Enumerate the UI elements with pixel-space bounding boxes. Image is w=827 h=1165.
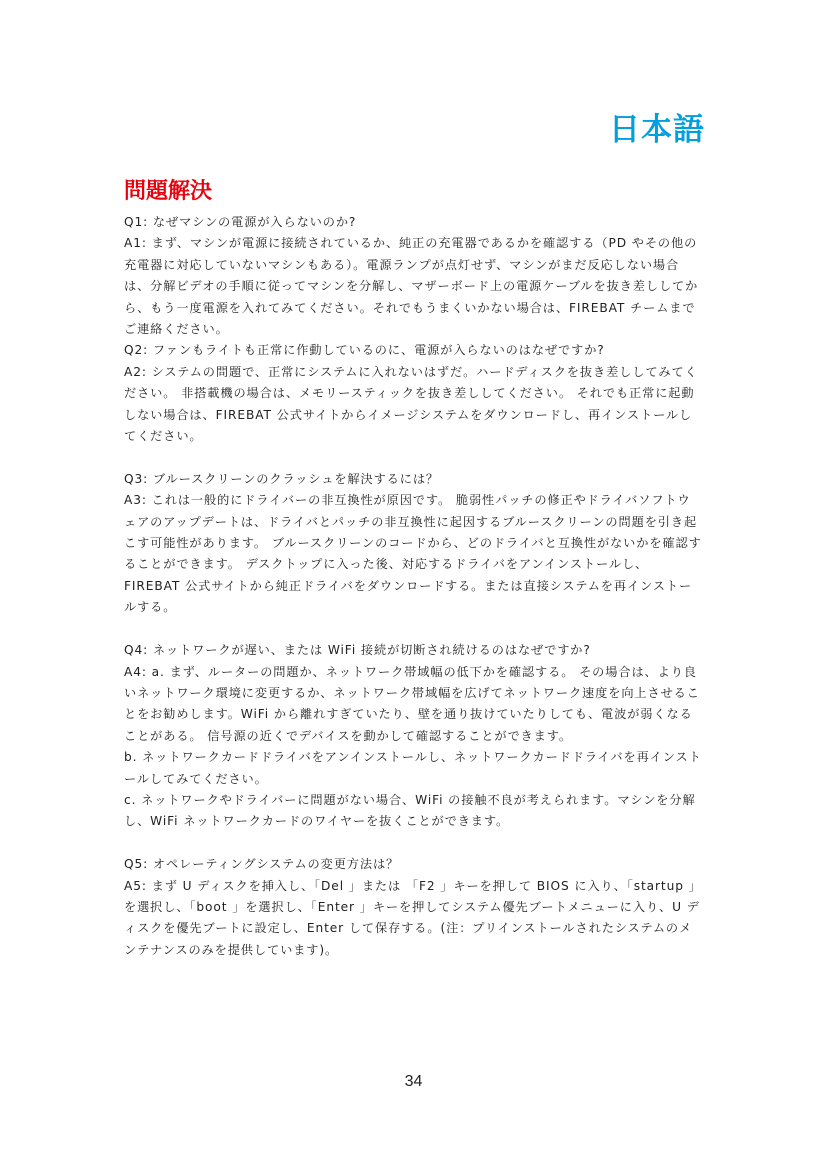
spacer bbox=[124, 447, 702, 468]
question-5: Q5: オペレーティングシステムの変更方法は？ bbox=[124, 857, 400, 872]
spacer bbox=[124, 619, 702, 640]
answer-2: A2: システムの問題で、正常にシステムに入れないはずだ。ハードディスクを抜き差ししてみてください。 非搭載機の場合は、メモリースティックを抜き差ししてください。 それでも正常に起動しない場合は、FIREBAT 公式サイトからイメージシステムをダウンロードし、再インストールしてください。 bbox=[124, 364, 698, 444]
answer-4a: A4: a. まず、ルーターの問題か、ネットワーク帯域幅の低下かを確認する。 その場合は、より良いネットワーク環境に変更するか、ネットワーク帯域幅を広げてネットワーク速度を向上させることをお勧めします。WiFi から離れすぎていたり、壁を通り抜けていたりしても、電波が弱くなることがある。 信号源の近くでデバイスを動かして確認することができます。 bbox=[124, 664, 700, 743]
language-title: 日本語 bbox=[609, 112, 705, 148]
question-4: Q4: ネットワークが遅い、または WiFi 接続が切断され続けるのはなぜですか? bbox=[124, 643, 591, 658]
section-title: 問題解決 bbox=[124, 179, 213, 204]
question-3: Q3: ブルースクリーンのクラッシュを解決するには？ bbox=[124, 471, 440, 486]
answer-3: A3: これは一般的にドライバーの非互換性が原因です。 脆弱性パッチの修正やドライバソフトウェアのアップデートは、ドライバとパッチの非互換性に起因するブルースクリーンの問題を引き起こす可能性があります。 ブルースクリーンのコードから、どのドライバと互換性がないかを確認することができます。 デスクトップに入った後、対応するドライバをアンインストールし、FIREBAT 公式サイトから純正ドライバをダウンロードする。または直接システムを再インストールする。 bbox=[124, 493, 702, 615]
answer-5: A5: まず U ディスクを挿入し、「Del 」または 「F2 」キーを押して BIOS に入り、「startup 」を選択し、「boot 」を選択し、「Enter 」キーを押してシステム優先ブートメニューに入り、U ディスクを優先ブートに設定し、Enter して保存する。(注：プリインストールされたシステムのメンテナンスのみを提供しています)。 bbox=[124, 878, 702, 957]
answer-4b: b. ネットワークカードドライバをアンインストールし、ネットワークカードドライバを再インストールしてみてください。 bbox=[124, 750, 702, 786]
spacer bbox=[124, 833, 702, 854]
faq-content bbox=[124, 212, 702, 961]
answer-1: A1: まず、マシンが電源に接続されているか、純正の充電器であるかを確認する（PD やその他の充電器に対応していないマシンもある）。電源ランプが点灯せず、マシンがまだ反応しない場合は、分解ビデオの手順に従ってマシンを分解し、マザーボード上の電源ケーブルを抜き差ししてから、もう一度電源を入れてみてください。それでもうまくいかない場合は、FIREBAT チームまでご連絡ください。 bbox=[124, 236, 699, 337]
answer-4c: c. ネットワークやドライバーに問題がない場合、WiFi の接触不良が考えられます。マシンを分解し、WiFi ネットワークカードのワイヤーを抜くことができます。 bbox=[124, 792, 696, 829]
question-1: Q1: なぜマシンの電源が入らないのか? bbox=[124, 215, 357, 229]
question-2: Q2: ファンもライトも正常に作動しているのに、電源が入らないのはなぜですか? bbox=[124, 343, 605, 358]
page-number: 34 bbox=[404, 1073, 423, 1090]
